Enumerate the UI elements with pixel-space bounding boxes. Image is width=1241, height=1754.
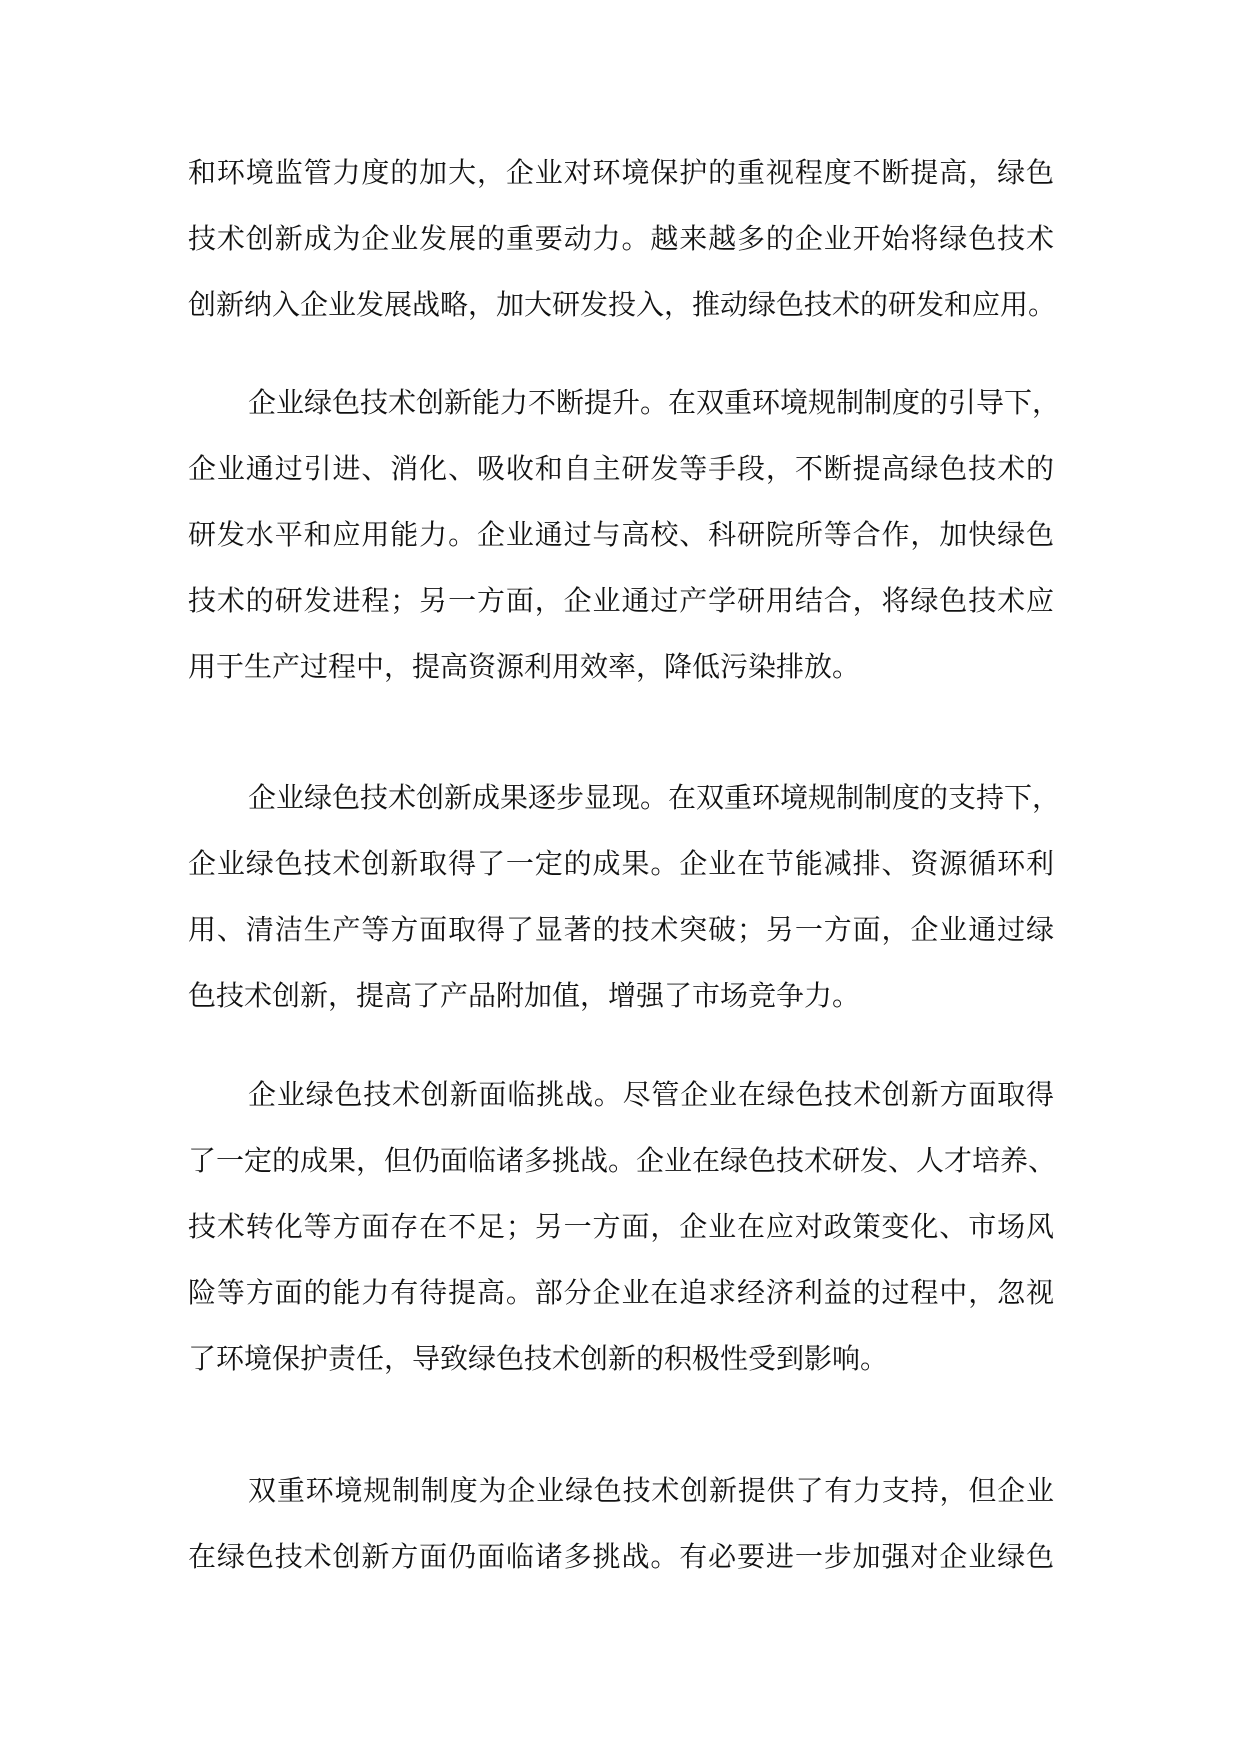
text-line: 和环境监管力度的加大，企业对环境保护的重视程度不断提高，绿色	[188, 156, 1054, 189]
paragraph-3	[188, 765, 1061, 1029]
text-line: 创新纳入企业发展战略，加大研发投入，推动绿色技术的研发和应用。	[188, 288, 1057, 321]
text-line: 色技术创新，提高了产品附加值，增强了市场竞争力。	[188, 979, 861, 1012]
text-line: 企业绿色技术创新能力不断提升。在双重环境规制制度的引导下，	[248, 386, 1061, 419]
text-line: 企业绿色技术创新取得了一定的成果。企业在节能减排、资源循环利	[188, 847, 1054, 880]
text-line: 技术创新成为企业发展的重要动力。越来越多的企业开始将绿色技术	[188, 222, 1054, 255]
paragraph-4	[188, 1062, 1057, 1392]
text-line: 双重环境规制制度为企业绿色技术创新提供了有力支持，但企业	[248, 1474, 1054, 1507]
text-line: 用、清洁生产等方面取得了显著的技术突破；另一方面，企业通过绿	[188, 913, 1054, 946]
text-line: 在绿色技术创新方面仍面临诸多挑战。有必要进一步加强对企业绿色	[188, 1540, 1054, 1573]
text-line: 技术的研发进程；另一方面，企业通过产学研用结合，将绿色技术应	[188, 584, 1054, 617]
text-line: 企业绿色技术创新成果逐步显现。在双重环境规制制度的支持下，	[248, 781, 1061, 814]
text-line: 研发水平和应用能力。企业通过与高校、科研院所等合作，加快绿色	[188, 518, 1054, 551]
text-line: 了一定的成果，但仍面临诸多挑战。企业在绿色技术研发、人才培养、	[188, 1144, 1057, 1177]
paragraph-2	[188, 370, 1061, 700]
text-line: 企业通过引进、消化、吸收和自主研发等手段，不断提高绿色技术的	[188, 452, 1054, 485]
text-line: 企业绿色技术创新面临挑战。尽管企业在绿色技术创新方面取得	[248, 1078, 1054, 1111]
paragraph-5	[188, 1458, 1054, 1590]
text-line: 用于生产过程中，提高资源利用效率，降低污染排放。	[188, 650, 861, 683]
text-line: 了环境保护责任，导致绿色技术创新的积极性受到影响。	[188, 1342, 889, 1375]
paragraph-1	[188, 140, 1057, 338]
text-line: 险等方面的能力有待提高。部分企业在追求经济利益的过程中，忽视	[188, 1276, 1054, 1309]
text-line: 技术转化等方面存在不足；另一方面，企业在应对政策变化、市场风	[188, 1210, 1054, 1243]
